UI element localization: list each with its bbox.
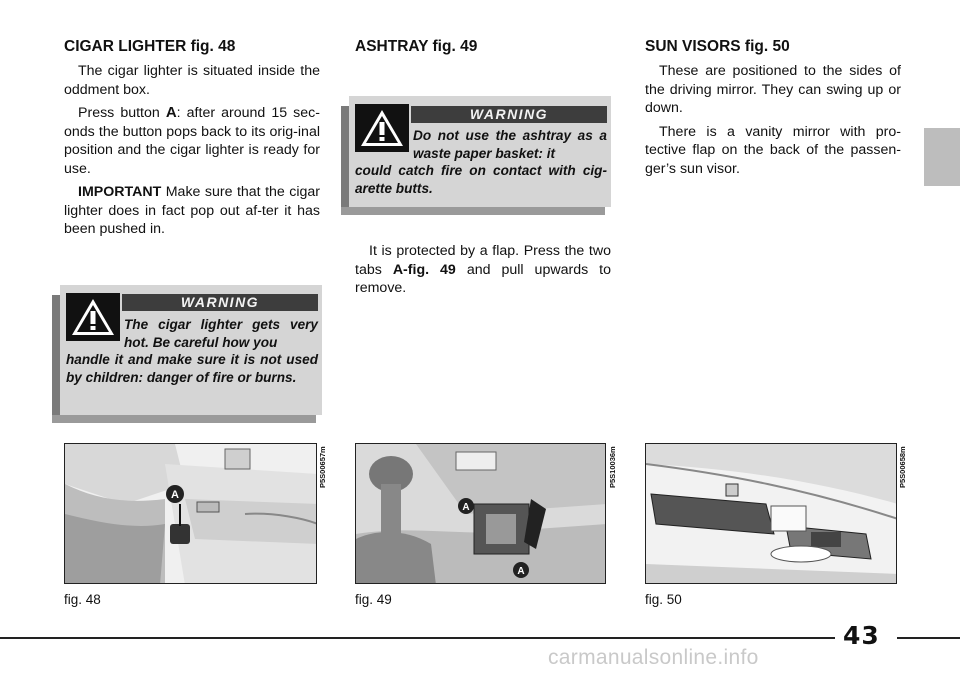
- heading-cigar-lighter: CIGAR LIGHTER fig. 48: [64, 38, 236, 55]
- watermark-text: carmanualsonline.info: [548, 646, 759, 669]
- warning-box-ashtray: [349, 96, 611, 207]
- cigar-paragraph-2: [64, 104, 320, 178]
- heading-sun-visors: SUN VISORS fig. 50: [645, 38, 790, 55]
- warning-shadow: [341, 207, 605, 215]
- warning-text-cigar: [66, 316, 318, 386]
- cigar-important-note: [64, 183, 320, 239]
- figure-49-image: [355, 443, 606, 584]
- warning-shadow: [52, 295, 60, 423]
- warning-text-ashtray: [355, 127, 607, 197]
- text-run: It is protected by a flap. Press the two tabs: [355, 243, 611, 278]
- section-cigar-lighter: [64, 38, 320, 244]
- important-label: IMPORTANT: [78, 184, 162, 200]
- footer-rule-right: [897, 637, 960, 639]
- text-run: Make sure that the cigar lighter does in fact pop out af-ter it has been pushed in.: [64, 184, 320, 237]
- text-run: Press button: [78, 105, 166, 121]
- text-bold: A: [165, 104, 177, 121]
- callout-a: A: [171, 489, 179, 501]
- warning-shadow: [341, 106, 349, 215]
- figure-50-caption: fig. 50: [645, 592, 682, 607]
- section-sun-visors: [645, 38, 901, 183]
- visor-paragraph-1: These are positioned to the sides of the driving mirror. They can swing up or down.: [645, 63, 901, 116]
- warning-text-rest: handle it and make sure it is not used by children: danger of fire or burns.: [66, 352, 318, 385]
- figure-50-code: P5S00658m: [898, 446, 907, 488]
- warning-text-first: The cigar lighter gets very hot. Be careful how you: [124, 317, 318, 350]
- callout-a-top: A: [462, 502, 470, 513]
- text-bold: A-fig. 49: [392, 261, 456, 278]
- warning-text-rest: could catch fire on contact with cig-arette butts.: [355, 163, 607, 196]
- figure-48-caption: fig. 48: [64, 592, 101, 607]
- warning-tag: WARNING: [411, 106, 607, 123]
- figure-50-image: [645, 443, 897, 584]
- callout-a-bottom: A: [517, 566, 525, 577]
- section-ashtray: [355, 38, 611, 62]
- warning-tag: WARNING: [122, 294, 318, 311]
- ashtray-paragraph: [355, 242, 611, 298]
- heading-ashtray: ASHTRAY fig. 49: [355, 38, 478, 55]
- figure-49-code: P5S10036m: [608, 446, 617, 488]
- figure-48-image: [64, 443, 317, 584]
- page-number: 43: [843, 621, 880, 650]
- warning-box-cigar-lighter: [60, 285, 322, 415]
- figure-49-caption: fig. 49: [355, 592, 392, 607]
- text-run: and pull upwards to remove.: [355, 261, 611, 296]
- footer-rule-left: [0, 637, 835, 639]
- chapter-side-tab: [924, 128, 960, 186]
- warning-text-first: Do not use the ashtray as a waste paper basket: it: [413, 128, 607, 161]
- warning-shadow: [52, 415, 316, 423]
- figure-48-code: P5S00657m: [318, 446, 327, 488]
- visor-paragraph-2: There is a vanity mirror with pro-tective flap on the back of the passen-ger’s sun visor.: [645, 123, 901, 177]
- cigar-paragraph-1: The cigar lighter is situated inside the oddment box.: [64, 63, 320, 98]
- text-run: : after around 15 sec-onds the button pops back to its orig-inal position and the cigar lighter is ready for use.: [64, 105, 320, 177]
